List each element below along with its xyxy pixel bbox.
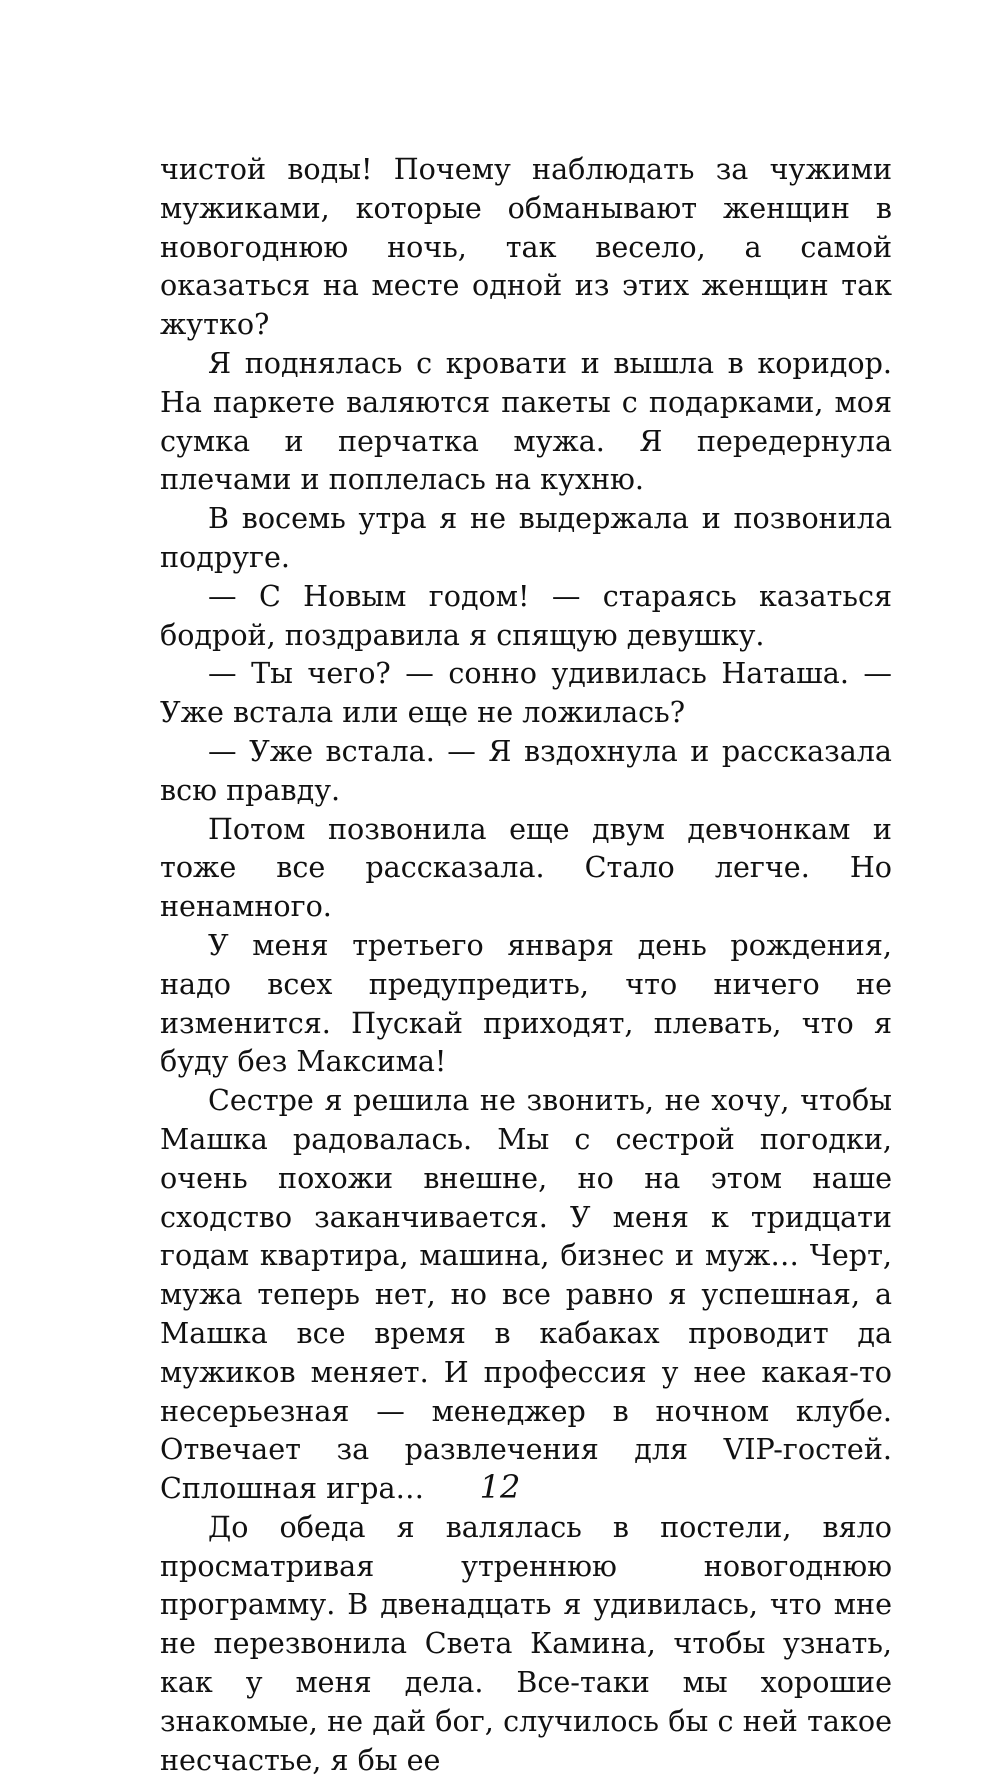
page-number: 12 <box>479 1468 521 1506</box>
paragraph-1: чистой воды! Почему наблюдать за чужими мужиками, которые обманывают женщин в новогоднюю ночь, так весело, а самой оказаться на месте одной из этих женщин так жутко? <box>160 152 892 342</box>
paragraph-5: — Ты чего? — сонно удивилась Наташа. — Уже встала или еще не ложилась? <box>160 656 892 730</box>
paragraph-9: Сестре я решила не звонить, не хочу, чтобы Машка радовалась. Мы с сестрой погодки, очень похожи внешне, но на этом наше сходство заканчивается. У меня к тридцати годам квартира, машина, бизнес и муж… Черт, мужа теперь нет, но все равно я успешная, а Машка все время в кабаках проводит да мужиков меняет. И профессия у нее какая-то несерьезная — менеджер в ночном клубе. Отвечает за развлечения для VIP-гостей. Сплошная игра… <box>160 1083 892 1506</box>
paragraph-4: — С Новым годом! — стараясь казаться бодрой, поздравила я спящую девушку. <box>160 578 892 652</box>
paragraph-2: Я поднялась с кровати и вышла в коридор. На паркете валяются пакеты с подарками, моя сумка и перчатка мужа. Я передернула плечами и поплелась на кухню. <box>160 345 892 497</box>
paragraph-6: — Уже встала. — Я вздохнула и рассказала всю правду. <box>160 733 892 807</box>
paragraph-8: У меня третьего января день рождения, надо всех предупредить, что ничего не изменится. Пускай приходят, плевать, что я буду без Максима! <box>160 927 892 1079</box>
paragraph-10: До обеда я валялась в постели, вяло просматривая утреннюю новогоднюю программу. В двенадцать я удивилась, что мне не перезвонила Света Камина, чтобы узнать, как у меня дела. Все-таки мы хорошие знакомые, не дай бог, случилось бы с ней такое несчастье, я бы ее <box>160 1509 892 1777</box>
paragraph-7: Потом позвонила еще двум девчонкам и тоже все рассказала. Стало легче. Но ненамного. <box>160 811 892 924</box>
paragraph-3: В восемь утра я не выдержала и позвонила подруге. <box>160 501 892 574</box>
page-body <box>160 150 892 1779</box>
